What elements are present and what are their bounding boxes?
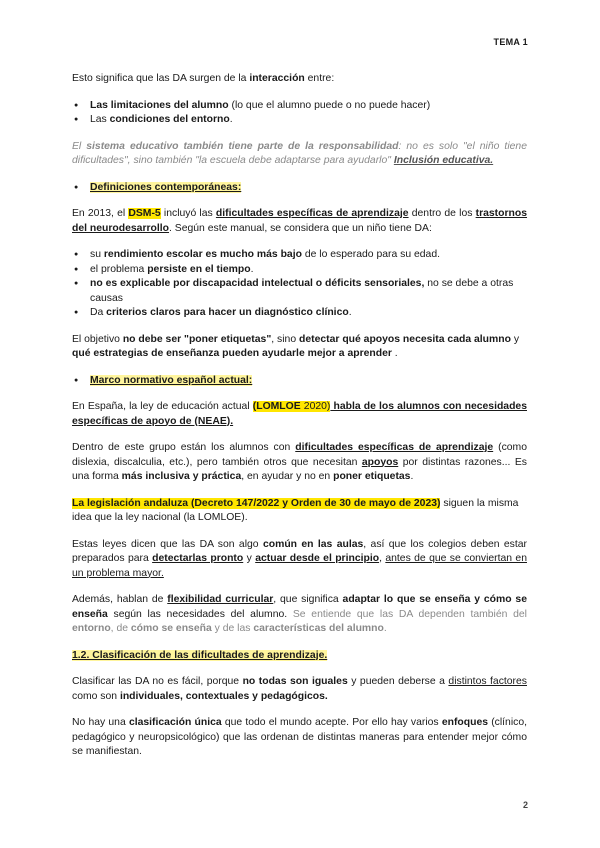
text-bold: individuales, contextuales y pedagógicos. <box>119 690 328 702</box>
text-bold-underline: actuar desde el principio <box>255 553 380 564</box>
text: no se debe a otras causas <box>90 278 514 304</box>
text: Las <box>90 114 110 125</box>
text-highlight: La legislación andaluza ( <box>72 497 195 509</box>
text: Estas leyes dicen que las DA son algo <box>72 538 263 550</box>
heading-legal-framework: Marco normativo español actual: <box>90 374 253 386</box>
text-bold: poner etiquetas <box>333 471 411 482</box>
text: incluyó las <box>160 208 216 219</box>
text-highlight: DSM-5 <box>128 208 161 219</box>
text-underline: distintos factores <box>448 676 527 687</box>
text-bold: clasificación única <box>128 717 222 728</box>
text: dentro de los <box>408 208 476 219</box>
text-highlight: y <box>279 497 291 509</box>
text: según las necesidades del alumno. <box>107 608 288 620</box>
text-bold: qué estrategias de enseñanza pueden ayudarle mejor a aprender <box>72 348 392 359</box>
text-underline: antes de que se conviertan en un problema mayor. <box>72 553 527 579</box>
text-bold: más inclusiva y práctica <box>121 471 242 482</box>
list-item <box>72 277 527 306</box>
text-bold-underline: flexibilidad curricular <box>167 594 274 605</box>
text-gray-bold: características del alumno <box>253 623 384 634</box>
text-bold: condiciones del entorno <box>109 114 230 125</box>
text: Esto significa que las DA surgen de la <box>72 73 250 84</box>
text: el problema <box>90 263 148 275</box>
text-bold: rendimiento escolar es mucho más bajo <box>103 249 302 260</box>
text: y <box>243 553 256 564</box>
list-item <box>72 248 527 263</box>
text-gray-bold: cómo se enseña <box>130 623 212 634</box>
heading-classification: 1.2. Clasificación de las dificultades de aprendizaje. <box>72 649 328 661</box>
text: . Según este manual, se considera que un niño tiene DA: <box>169 222 432 234</box>
text-bold-underline: habla de los alumnos con necesidades específicas de apoyo de (NEAE). <box>72 401 527 427</box>
text-bold: no todas son iguales <box>242 676 348 687</box>
text-bold: no es explicable por discapacidad intelectual o déficits sensoriales, <box>90 278 425 289</box>
text-bold-underline: apoyos <box>361 456 399 468</box>
paragraph-common-in-classrooms <box>72 538 527 582</box>
text-bold-underline: Inclusión educativa. <box>393 155 494 166</box>
text: El objetivo <box>72 333 123 345</box>
list-factors <box>72 99 527 128</box>
text: que todo el mundo acepte. Por ello hay varios <box>221 717 442 728</box>
text: de lo esperado para su edad. <box>301 249 441 260</box>
text: como son <box>72 690 120 702</box>
text-bold: adaptar lo que se enseña y cómo se enseña <box>72 594 527 620</box>
text: y pueden deberse a <box>347 676 449 687</box>
text-bold: sistema educativo también tiene parte de la responsabilidad <box>86 140 399 152</box>
heading-list-2 <box>72 374 527 389</box>
text: Además, hablan de <box>72 594 168 605</box>
text-bold: Las limitaciones del alumno <box>90 99 229 111</box>
text: , así que los colegios deben estar preparados para <box>72 538 527 564</box>
list-criteria <box>72 248 527 321</box>
text: . <box>250 263 254 275</box>
text-highlight: (LOMLOE <box>252 401 301 412</box>
document-body <box>72 72 527 760</box>
list-item <box>72 113 527 128</box>
text-gray: Se entiende que las DA dependen también del <box>287 608 527 620</box>
paragraph-objective <box>72 333 527 362</box>
text-bold-underline: detectarlas pronto <box>152 553 244 564</box>
text-bold: criterios claros para hacer un diagnóstico clínico <box>106 307 349 318</box>
text: y <box>510 333 520 345</box>
text: Da <box>90 307 107 318</box>
header-title: TEMA 1 <box>493 37 528 47</box>
text: , en ayudar y no en <box>241 471 334 482</box>
text-bold-underline: dificultades específicas de aprendizaje <box>295 442 494 453</box>
text: por distintas razones... Es una forma <box>72 456 527 482</box>
text: , sino <box>271 333 299 345</box>
text-bold: interacción <box>249 73 305 84</box>
list-item <box>72 306 527 321</box>
text: En 2013, el <box>72 208 129 219</box>
list-item <box>72 263 527 278</box>
text-gray: , de <box>110 623 131 634</box>
paragraph-neae-group <box>72 441 527 485</box>
text-gray: y de las <box>211 623 254 634</box>
text: . <box>348 307 352 318</box>
text: (clínico, pedagógico y neuropsicológico) que las ordenan de distintas maneras para entender mejor cómo se manifiestan. <box>72 717 528 757</box>
text: . <box>410 471 414 482</box>
text: su <box>90 249 104 260</box>
text: Clasificar las DA no es fácil, porque <box>72 676 243 687</box>
text-bold-underline: trastornos del neurodesarrollo <box>72 208 528 234</box>
paragraph-andalusia <box>72 497 527 526</box>
paragraph-interaction <box>72 72 527 87</box>
paragraph-responsibility <box>72 140 527 169</box>
section-heading <box>72 374 527 389</box>
text-highlight: Decreto 147/2022 <box>194 497 280 509</box>
text: entre: <box>304 73 335 84</box>
text-bold: común en las aulas <box>262 538 364 550</box>
section-heading <box>72 181 527 196</box>
heading-contemporary-definitions: Definiciones contemporáneas: <box>90 181 242 193</box>
text: , que significa <box>273 594 343 605</box>
text-bold: persiste en el tiempo <box>147 263 251 275</box>
text: : no es solo "el niño tiene dificultades", sino también "la escuela debe adaptarse para ayudarlo" <box>72 140 527 166</box>
text-highlight: 2020) <box>300 401 331 412</box>
section-heading-classification <box>72 649 527 664</box>
text: . <box>229 114 233 125</box>
paragraph-approaches <box>72 716 527 760</box>
text-highlight: Orden de 30 de mayo de 2023) <box>290 497 441 509</box>
text: El <box>72 140 87 152</box>
text-bold-underline: dificultades específicas de aprendizaje <box>215 208 409 219</box>
text: Dentro de este grupo están los alumnos con <box>72 442 296 453</box>
paragraph-dsm5 <box>72 207 527 236</box>
heading-list-1 <box>72 181 527 196</box>
text: (lo que el alumno puede o no puede hacer) <box>228 99 431 111</box>
paragraph-lomloe <box>72 400 527 429</box>
text-gray: . <box>383 623 387 634</box>
paragraph-curricular-flexibility <box>72 593 527 637</box>
list-item <box>72 99 527 114</box>
text: No hay una <box>72 717 129 728</box>
text-bold: enfoques <box>441 717 489 728</box>
text-gray-bold: entorno <box>72 623 111 634</box>
text: (como dislexia, discalculia, etc.), pero también otros que necesitan <box>72 442 527 468</box>
text: , <box>379 553 386 564</box>
text-bold: detectar qué apoyos necesita cada alumno <box>299 333 511 345</box>
text-bold: no debe ser "poner etiquetas" <box>122 333 272 345</box>
paragraph-classify <box>72 675 527 704</box>
page-number: 2 <box>522 800 528 810</box>
text: siguen la misma idea que la ley nacional (la LOMLOE). <box>72 497 519 523</box>
text: En España, la ley de educación actual <box>72 401 253 412</box>
text: . <box>391 348 398 359</box>
